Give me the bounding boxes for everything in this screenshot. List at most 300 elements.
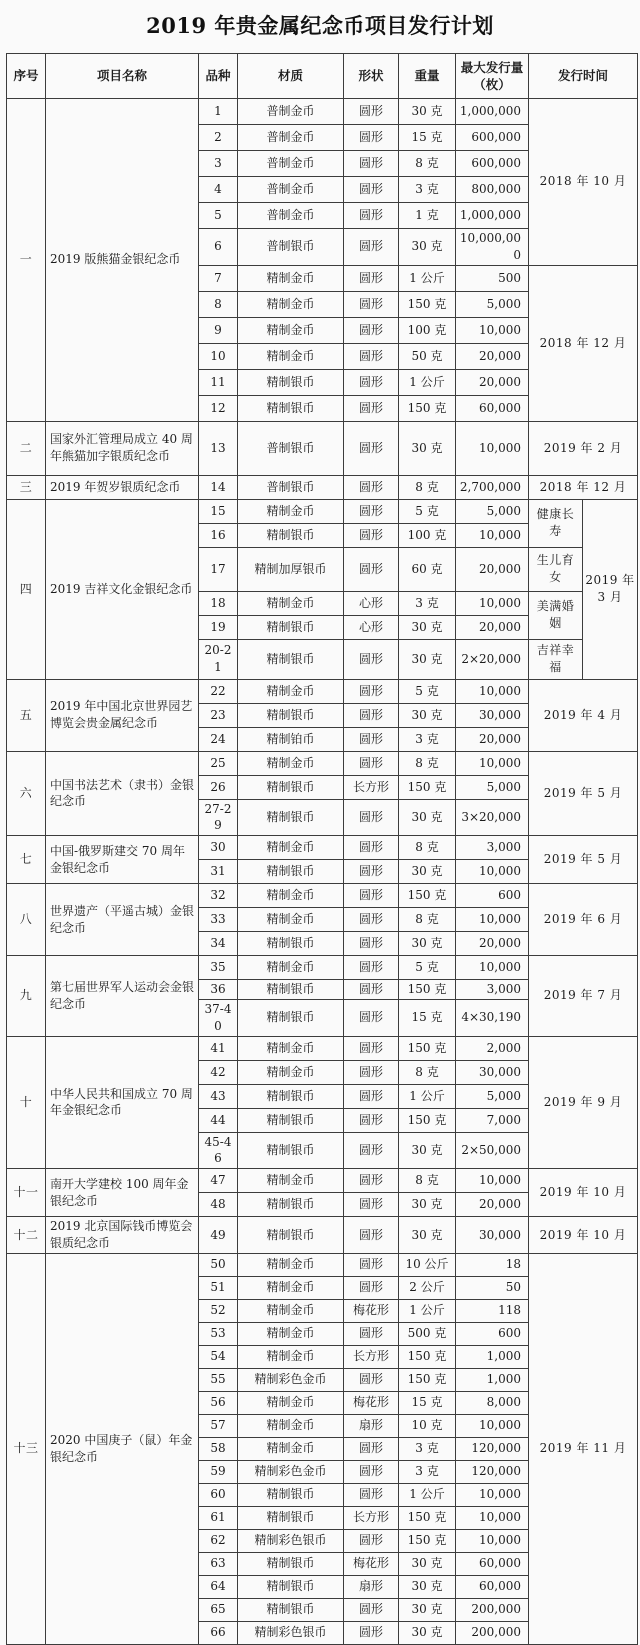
variety-cell: 45-46 (199, 1132, 238, 1169)
mintage-cell: 10,000 (456, 1483, 529, 1506)
material-cell: 精制银币 (238, 1506, 344, 1529)
weight-cell: 30 克 (399, 615, 456, 639)
material-cell: 精制金币 (238, 679, 344, 703)
shape-cell: 梅花形 (344, 1391, 399, 1414)
variety-cell: 16 (199, 523, 238, 547)
weight-cell: 100 克 (399, 523, 456, 547)
coin-row (7, 679, 638, 703)
header-seq: 序号 (7, 54, 46, 99)
issue-date-cell: 2019 年 10 月 (529, 1217, 638, 1254)
coin-row (7, 956, 638, 980)
weight-cell: 3 克 (399, 177, 456, 203)
variety-cell: 43 (199, 1084, 238, 1108)
material-cell: 精制银币 (238, 523, 344, 547)
theme-cell: 健康长寿 (529, 499, 583, 547)
variety-cell: 60 (199, 1483, 238, 1506)
variety-cell: 12 (199, 395, 238, 421)
mintage-cell: 20,000 (456, 615, 529, 639)
material-cell: 精制银币 (238, 639, 344, 679)
variety-cell: 18 (199, 591, 238, 615)
material-cell: 精制银币 (238, 395, 344, 421)
coin-row (7, 1217, 638, 1254)
shape-cell: 圆形 (344, 1108, 399, 1132)
variety-cell: 64 (199, 1575, 238, 1598)
weight-cell: 10 克 (399, 1414, 456, 1437)
project-name-cell: 2019 北京国际钱币博览会银质纪念币 (46, 1217, 199, 1254)
issue-date-cell: 2019 年 11 月 (529, 1253, 638, 1644)
issue-date-cell: 2019 年 2 月 (529, 421, 638, 475)
material-cell: 精制银币 (238, 1193, 344, 1217)
weight-cell: 3 克 (399, 727, 456, 751)
mintage-cell: 10,000 (456, 860, 529, 884)
weight-cell: 8 克 (399, 908, 456, 932)
variety-cell: 54 (199, 1345, 238, 1368)
material-cell: 精制金币 (238, 1322, 344, 1345)
weight-cell: 30 克 (399, 421, 456, 475)
shape-cell: 长方形 (344, 1506, 399, 1529)
mintage-cell: 20,000 (456, 343, 529, 369)
section-number-cell: 二 (7, 421, 46, 475)
material-cell: 精制金币 (238, 1169, 344, 1193)
material-cell: 精制金币 (238, 591, 344, 615)
material-cell: 精制银币 (238, 775, 344, 799)
mintage-cell: 200,000 (456, 1621, 529, 1644)
weight-cell: 150 克 (399, 775, 456, 799)
variety-cell: 22 (199, 679, 238, 703)
shape-cell: 圆形 (344, 908, 399, 932)
variety-cell: 30 (199, 836, 238, 860)
shape-cell: 圆形 (344, 639, 399, 679)
variety-cell: 5 (199, 203, 238, 229)
material-cell: 精制金币 (238, 1391, 344, 1414)
variety-cell: 13 (199, 421, 238, 475)
material-cell: 精制银币 (238, 1483, 344, 1506)
shape-cell: 圆形 (344, 679, 399, 703)
weight-cell: 100 克 (399, 317, 456, 343)
shape-cell: 圆形 (344, 980, 399, 1000)
material-cell: 精制金币 (238, 1414, 344, 1437)
weight-cell: 8 克 (399, 475, 456, 499)
header-weight: 重量 (399, 54, 456, 99)
project-name-cell: 国家外汇管理局成立 40 周年熊猫加字银质纪念币 (46, 421, 199, 475)
weight-cell: 1 克 (399, 203, 456, 229)
mintage-cell: 20,000 (456, 932, 529, 956)
weight-cell: 30 克 (399, 1598, 456, 1621)
material-cell: 精制金币 (238, 499, 344, 523)
weight-cell: 3 克 (399, 1460, 456, 1483)
shape-cell: 圆形 (344, 1598, 399, 1621)
coin-row (7, 836, 638, 860)
mintage-cell: 1,000,000 (456, 203, 529, 229)
material-cell: 普制金币 (238, 125, 344, 151)
section-number-cell: 十一 (7, 1169, 46, 1217)
coin-row (7, 1253, 638, 1276)
variety-cell: 33 (199, 908, 238, 932)
material-cell: 精制金币 (238, 1253, 344, 1276)
weight-cell: 8 克 (399, 151, 456, 177)
shape-cell: 圆形 (344, 151, 399, 177)
issue-date-cell: 2019 年 5 月 (529, 751, 638, 836)
shape-cell: 梅花形 (344, 1299, 399, 1322)
variety-cell: 61 (199, 1506, 238, 1529)
material-cell: 精制银币 (238, 1132, 344, 1169)
mintage-cell: 200,000 (456, 1598, 529, 1621)
variety-cell: 10 (199, 343, 238, 369)
section-number-cell: 四 (7, 499, 46, 679)
mintage-cell: 5,000 (456, 775, 529, 799)
shape-cell: 圆形 (344, 125, 399, 151)
weight-cell: 8 克 (399, 1060, 456, 1084)
section-number-cell: 五 (7, 679, 46, 751)
mintage-cell: 500 (456, 265, 529, 291)
weight-cell: 1 公斤 (399, 1483, 456, 1506)
mintage-cell: 10,000 (456, 523, 529, 547)
shape-cell: 扇形 (344, 1414, 399, 1437)
variety-cell: 8 (199, 291, 238, 317)
mintage-cell: 3,000 (456, 836, 529, 860)
material-cell: 普制银币 (238, 421, 344, 475)
shape-cell: 圆形 (344, 265, 399, 291)
shape-cell: 圆形 (344, 1217, 399, 1254)
variety-cell: 44 (199, 1108, 238, 1132)
weight-cell: 1 公斤 (399, 1299, 456, 1322)
material-cell: 精制金币 (238, 751, 344, 775)
mintage-cell: 600,000 (456, 151, 529, 177)
material-cell: 精制金币 (238, 1345, 344, 1368)
variety-cell: 25 (199, 751, 238, 775)
material-cell: 精制金币 (238, 317, 344, 343)
weight-cell: 3 克 (399, 1437, 456, 1460)
section-number-cell: 九 (7, 956, 46, 1036)
variety-cell: 55 (199, 1368, 238, 1391)
material-cell: 精制银币 (238, 932, 344, 956)
mintage-cell: 60,000 (456, 1575, 529, 1598)
section-number-cell: 十 (7, 1036, 46, 1169)
variety-cell: 7 (199, 265, 238, 291)
project-name-cell: 世界遗产（平遥古城）金银纪念币 (46, 884, 199, 956)
variety-cell: 66 (199, 1621, 238, 1644)
weight-cell: 150 克 (399, 1368, 456, 1391)
issue-date-cell: 2019 年 7 月 (529, 956, 638, 1036)
weight-cell: 1 公斤 (399, 1084, 456, 1108)
mintage-cell: 800,000 (456, 177, 529, 203)
shape-cell: 圆形 (344, 99, 399, 125)
material-cell: 精制金币 (238, 884, 344, 908)
shape-cell: 圆形 (344, 1437, 399, 1460)
weight-cell: 150 克 (399, 1108, 456, 1132)
shape-cell: 圆形 (344, 177, 399, 203)
weight-cell: 10 公斤 (399, 1253, 456, 1276)
weight-cell: 1 公斤 (399, 369, 456, 395)
variety-cell: 31 (199, 860, 238, 884)
shape-cell: 圆形 (344, 1460, 399, 1483)
weight-cell: 500 克 (399, 1322, 456, 1345)
shape-cell: 圆形 (344, 317, 399, 343)
weight-cell: 30 克 (399, 1621, 456, 1644)
mintage-cell: 1,000,000 (456, 99, 529, 125)
variety-cell: 26 (199, 775, 238, 799)
shape-cell: 圆形 (344, 1084, 399, 1108)
material-cell: 精制彩色金币 (238, 1460, 344, 1483)
mintage-cell: 18 (456, 1253, 529, 1276)
weight-cell: 30 克 (399, 1575, 456, 1598)
mintage-cell: 10,000 (456, 908, 529, 932)
shape-cell: 圆形 (344, 1621, 399, 1644)
project-name-cell: 中华人民共和国成立 70 周年金银纪念币 (46, 1036, 199, 1169)
weight-cell: 8 克 (399, 751, 456, 775)
shape-cell: 圆形 (344, 956, 399, 980)
project-name-cell: 南开大学建校 100 周年金银纪念币 (46, 1169, 199, 1217)
shape-cell: 心形 (344, 591, 399, 615)
issuance-plan-table (6, 53, 638, 1645)
variety-cell: 41 (199, 1036, 238, 1060)
variety-cell: 49 (199, 1217, 238, 1254)
material-cell: 精制银币 (238, 1575, 344, 1598)
coin-row (7, 99, 638, 125)
shape-cell: 梅花形 (344, 1552, 399, 1575)
weight-cell: 30 克 (399, 1132, 456, 1169)
variety-cell: 65 (199, 1598, 238, 1621)
shape-cell: 圆形 (344, 343, 399, 369)
weight-cell: 150 克 (399, 291, 456, 317)
mintage-cell: 60,000 (456, 1552, 529, 1575)
weight-cell: 30 克 (399, 639, 456, 679)
variety-cell: 62 (199, 1529, 238, 1552)
shape-cell: 圆形 (344, 1368, 399, 1391)
shape-cell: 圆形 (344, 1529, 399, 1552)
project-name-cell: 2020 中国庚子（鼠）年金银纪念币 (46, 1253, 199, 1644)
shape-cell: 圆形 (344, 727, 399, 751)
weight-cell: 150 克 (399, 395, 456, 421)
variety-cell: 42 (199, 1060, 238, 1084)
variety-cell: 1 (199, 99, 238, 125)
weight-cell: 30 克 (399, 1217, 456, 1254)
mintage-cell: 1,000 (456, 1368, 529, 1391)
material-cell: 普制金币 (238, 177, 344, 203)
header-row (7, 54, 638, 99)
section-number-cell: 八 (7, 884, 46, 956)
weight-cell: 150 克 (399, 1506, 456, 1529)
material-cell: 精制金币 (238, 1276, 344, 1299)
header-material: 材质 (238, 54, 344, 99)
mintage-cell: 8,000 (456, 1391, 529, 1414)
material-cell: 精制银币 (238, 1552, 344, 1575)
project-name-cell: 2019 年贺岁银质纪念币 (46, 475, 199, 499)
variety-cell: 15 (199, 499, 238, 523)
issue-date-cell: 2019 年 5 月 (529, 836, 638, 884)
weight-cell: 150 克 (399, 884, 456, 908)
variety-cell: 50 (199, 1253, 238, 1276)
variety-cell: 52 (199, 1299, 238, 1322)
shape-cell: 圆形 (344, 932, 399, 956)
section-number-cell: 十二 (7, 1217, 46, 1254)
header-project-name: 项目名称 (46, 54, 199, 99)
mintage-cell: 10,000 (456, 956, 529, 980)
mintage-cell: 60,000 (456, 395, 529, 421)
mintage-cell: 3×20,000 (456, 799, 529, 836)
issue-date-cell: 2018 年 12 月 (529, 475, 638, 499)
variety-cell: 24 (199, 727, 238, 751)
shape-cell: 圆形 (344, 860, 399, 884)
section-number-cell: 一 (7, 99, 46, 422)
weight-cell: 150 克 (399, 980, 456, 1000)
weight-cell: 5 克 (399, 679, 456, 703)
mintage-cell: 10,000 (456, 1414, 529, 1437)
coin-row (7, 1036, 638, 1060)
section-number-cell: 十三 (7, 1253, 46, 1644)
weight-cell: 1 公斤 (399, 265, 456, 291)
material-cell: 精制金币 (238, 908, 344, 932)
variety-cell: 3 (199, 151, 238, 177)
issue-date-cell: 2019 年 9 月 (529, 1036, 638, 1169)
project-name-cell: 中国-俄罗斯建交 70 周年金银纪念币 (46, 836, 199, 884)
material-cell: 普制银币 (238, 475, 344, 499)
material-cell: 精制金币 (238, 1437, 344, 1460)
weight-cell: 60 克 (399, 547, 456, 591)
shape-cell: 圆形 (344, 1193, 399, 1217)
shape-cell: 圆形 (344, 1322, 399, 1345)
weight-cell: 5 克 (399, 499, 456, 523)
shape-cell: 圆形 (344, 499, 399, 523)
mintage-cell: 20,000 (456, 547, 529, 591)
material-cell: 精制金币 (238, 291, 344, 317)
coin-row (7, 884, 638, 908)
coin-row (7, 1169, 638, 1193)
variety-cell: 48 (199, 1193, 238, 1217)
variety-cell: 56 (199, 1391, 238, 1414)
mintage-cell: 20,000 (456, 727, 529, 751)
mintage-cell: 10,000 (456, 591, 529, 615)
mintage-cell: 118 (456, 1299, 529, 1322)
mintage-cell: 10,000 (456, 751, 529, 775)
variety-cell: 4 (199, 177, 238, 203)
project-name-cell: 中国书法艺术（隶书）金银纪念币 (46, 751, 199, 836)
project-name-cell: 2019 年中国北京世界园艺博览会贵金属纪念币 (46, 679, 199, 751)
mintage-cell: 2×20,000 (456, 639, 529, 679)
project-name-cell: 2019 吉祥文化金银纪念币 (46, 499, 199, 679)
issue-date-cell: 2019 年 10 月 (529, 1169, 638, 1217)
shape-cell: 圆形 (344, 203, 399, 229)
weight-cell: 8 克 (399, 836, 456, 860)
variety-cell: 47 (199, 1169, 238, 1193)
weight-cell: 150 克 (399, 1345, 456, 1368)
variety-cell: 36 (199, 980, 238, 1000)
mintage-cell: 4×30,190 (456, 999, 529, 1036)
variety-cell: 2 (199, 125, 238, 151)
material-cell: 精制银币 (238, 703, 344, 727)
material-cell: 精制银币 (238, 1217, 344, 1254)
mintage-cell: 20,000 (456, 369, 529, 395)
coin-row (7, 499, 638, 523)
variety-cell: 14 (199, 475, 238, 499)
shape-cell: 圆形 (344, 1483, 399, 1506)
shape-cell: 圆形 (344, 799, 399, 836)
mintage-cell: 5,000 (456, 499, 529, 523)
weight-cell: 8 克 (399, 1169, 456, 1193)
weight-cell: 30 克 (399, 1552, 456, 1575)
shape-cell: 圆形 (344, 1060, 399, 1084)
variety-cell: 32 (199, 884, 238, 908)
material-cell: 精制金币 (238, 836, 344, 860)
header-shape: 形状 (344, 54, 399, 99)
variety-cell: 27-29 (199, 799, 238, 836)
project-name-cell: 2019 版熊猫金银纪念币 (46, 99, 199, 422)
shape-cell: 圆形 (344, 884, 399, 908)
weight-cell: 15 克 (399, 1391, 456, 1414)
variety-cell: 9 (199, 317, 238, 343)
material-cell: 精制银币 (238, 615, 344, 639)
variety-cell: 11 (199, 369, 238, 395)
material-cell: 普制金币 (238, 151, 344, 177)
shape-cell: 圆形 (344, 395, 399, 421)
shape-cell: 圆形 (344, 836, 399, 860)
header-max-mintage: 最大发行量（枚） (456, 54, 529, 99)
mintage-cell: 600,000 (456, 125, 529, 151)
weight-cell: 30 克 (399, 932, 456, 956)
shape-cell: 圆形 (344, 1132, 399, 1169)
mintage-cell: 10,000 (456, 1506, 529, 1529)
weight-cell: 15 克 (399, 125, 456, 151)
material-cell: 精制银币 (238, 980, 344, 1000)
material-cell: 精制金币 (238, 956, 344, 980)
section-number-cell: 三 (7, 475, 46, 499)
mintage-cell: 30,000 (456, 703, 529, 727)
page-title: 2019 年贵金属纪念币项目发行计划 (146, 13, 494, 38)
mintage-cell: 120,000 (456, 1437, 529, 1460)
material-cell: 精制彩色银币 (238, 1621, 344, 1644)
mintage-cell: 30,000 (456, 1060, 529, 1084)
section-number-cell: 七 (7, 836, 46, 884)
shape-cell: 圆形 (344, 1276, 399, 1299)
shape-cell: 圆形 (344, 421, 399, 475)
mintage-cell: 7,000 (456, 1108, 529, 1132)
material-cell: 精制银币 (238, 1084, 344, 1108)
mintage-cell: 10,000 (456, 421, 529, 475)
mintage-cell: 10,000 (456, 1169, 529, 1193)
theme-cell: 生儿育女 (529, 547, 583, 591)
material-cell: 精制彩色金币 (238, 1368, 344, 1391)
material-cell: 精制彩色银币 (238, 1529, 344, 1552)
weight-cell: 150 克 (399, 1036, 456, 1060)
theme-cell: 吉祥幸福 (529, 639, 583, 679)
weight-cell: 3 克 (399, 591, 456, 615)
mintage-cell: 2,000 (456, 1036, 529, 1060)
coin-row (7, 751, 638, 775)
mintage-cell: 3,000 (456, 980, 529, 1000)
variety-cell: 58 (199, 1437, 238, 1460)
issue-date-cell: 2019 年 6 月 (529, 884, 638, 956)
material-cell: 精制加厚银币 (238, 547, 344, 591)
project-name-cell: 第七届世界军人运动会金银纪念币 (46, 956, 199, 1036)
variety-cell: 20-21 (199, 639, 238, 679)
variety-cell: 59 (199, 1460, 238, 1483)
shape-cell: 圆形 (344, 475, 399, 499)
weight-cell: 150 克 (399, 1529, 456, 1552)
shape-cell: 圆形 (344, 291, 399, 317)
shape-cell: 圆形 (344, 369, 399, 395)
mintage-cell: 120,000 (456, 1460, 529, 1483)
shape-cell: 长方形 (344, 1345, 399, 1368)
mintage-cell: 10,000 (456, 1529, 529, 1552)
material-cell: 普制金币 (238, 203, 344, 229)
variety-cell: 23 (199, 703, 238, 727)
variety-cell: 6 (199, 229, 238, 266)
mintage-cell: 2,700,000 (456, 475, 529, 499)
coin-row (7, 475, 638, 499)
mintage-cell: 20,000 (456, 1193, 529, 1217)
material-cell: 精制银币 (238, 799, 344, 836)
variety-cell: 57 (199, 1414, 238, 1437)
